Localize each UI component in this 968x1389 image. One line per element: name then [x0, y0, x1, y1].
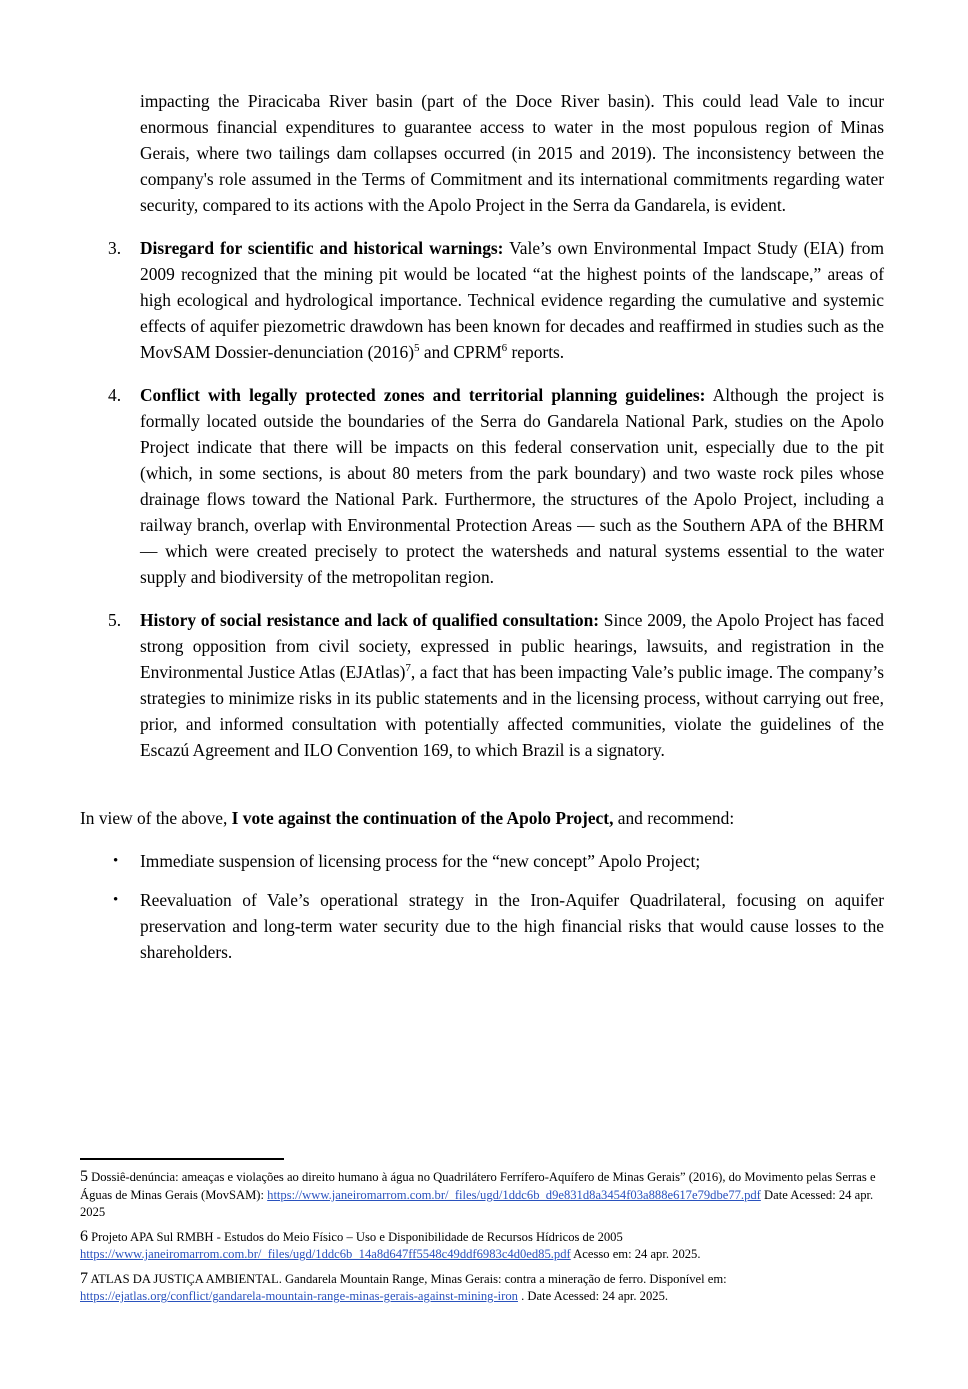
- list-number-3: 3.: [108, 238, 122, 258]
- footnote-separator: [80, 1158, 284, 1160]
- footnote-7-text: ATLAS DA JUSTIÇA AMBIENTAL. Gandarela Mountain Range, Minas Gerais: contra a mineração de ferro. Disponível em:: [88, 1271, 727, 1286]
- conclusion-vote-statement: I vote against the continuation of the Apolo Project,: [231, 808, 614, 828]
- conclusion-paragraph: [80, 805, 884, 831]
- list-item-3: [80, 235, 884, 365]
- footnote-ref-6: 6: [501, 342, 508, 355]
- bullet-item-2: [80, 887, 884, 965]
- footnote-5: [80, 1168, 890, 1222]
- item-4-heading: Conflict with legally protected zones and territorial planning guidelines:: [140, 385, 706, 405]
- footnote-5-date: Date Acessed: 24 apr. 2025: [80, 1187, 874, 1220]
- item-4-text: Although the project is formally located outside the boundaries of the Serra do Gandarela National Park, studies on the Apolo Project indicate that there will be impacts on this federal conservation unit, especially due to the pit (which, in some sections, is about 80 meters from the park boundary) and two waste rock piles whose drainage flows toward the National Park. Furthermore, the structures of the Apolo Project, including a railway branch, overlap with Environmental Protection Areas — such as the Southern APA of the BHRM — which were created precisely to protect the watersheds and natural systems essential to the water supply and biodiversity of the metropolitan region.: [140, 385, 885, 587]
- footnotes-section: [80, 1158, 890, 1312]
- footnote-5-link[interactable]: https://www.janeiromarrom.com.br/_files/ugd/1ddc6b_d9e831d8a3454f03a888e617e79dbe77.pdf: [267, 1187, 761, 1202]
- item-5-heading: History of social resistance and lack of qualified consultation:: [140, 610, 600, 630]
- item-5-text-1: Since 2009, the Apolo Project has faced strong opposition from civil society, expressed in public hearings, lawsuits, and registration in the Environmental Justice Atlas (EJAtlas): [140, 610, 884, 682]
- bullet-item-1: [80, 848, 884, 874]
- bullet-icon: •: [113, 892, 119, 909]
- footnote-7-marker: 7: [80, 1269, 88, 1287]
- intro-paragraph: [140, 88, 884, 218]
- footnote-6: [80, 1228, 890, 1264]
- footnote-ref-5: 5: [414, 342, 420, 355]
- item-3-text-1: Vale’s own Environmental Impact Study (EIA) from 2009 recognized that the mining pit would be located “at the highest points of the landscape,” areas of high ecological and hydrological importance. Technical evidence regarding the cumulative and systemic effects of aquifer piezometric drawdown has been known for decades and reaffirmed in studies such as the MovSAM Dossier-denunciation (2016): [140, 238, 884, 362]
- footnote-5-text: Dossiê-denúncia: ameaças e violações ao direito humano à água no Quadrilátero Ferrífero-Aquífero de Minas Gerais” (2016), do Movimento pelas Serras e Águas de Minas Gerais (MovSAM):: [80, 1170, 876, 1202]
- item-3-text-3: reports.: [507, 342, 565, 362]
- conclusion-suffix: and recommend:: [613, 808, 735, 828]
- item-5-text-2: , a fact that has been impacting Vale’s public image. The company’s strategies to minimize risks in its public statements and in the licensing process, without carrying out free, prior, and informed consultation with potentially affected communities, violate the guidelines of the Escazú Agreement and ILO Convention 169, to which Brazil is a signatory.: [140, 662, 884, 760]
- footnote-7-date: . Date Acessed: 24 apr. 2025.: [517, 1289, 669, 1304]
- footnote-6-date: Acesso em: 24 apr. 2025.: [570, 1247, 701, 1262]
- item-3-heading: Disregard for scientific and historical warnings:: [140, 238, 504, 258]
- intro-paragraph-text: impacting the Piracicaba River basin (part of the Doce River basin). This could lead Vale to incur enormous financial expenditures to guarantee access to water in the most populous region of Minas Gerais, where two tailings dam collapses occurred (in 2015 and 2019). The inconsistency between the company's role assumed in the Terms of Commitment and its international commitments regarding water security, compared to its actions with the Apolo Project in the Serra da Gandarela, is evident.: [140, 91, 884, 215]
- item-3-text-2: and CPRM: [419, 342, 502, 362]
- list-item-5: [80, 607, 884, 763]
- footnote-5-marker: 5: [80, 1168, 88, 1186]
- bullet-1-text: Immediate suspension of licensing process for the “new concept” Apolo Project;: [140, 851, 701, 872]
- footnote-6-link[interactable]: https://www.janeiromarrom.com.br/_files/ugd/1ddc6b_14a8d647ff5548c49ddf6983c4d0ed85.pdf: [80, 1247, 571, 1262]
- bullet-icon: •: [113, 853, 119, 870]
- list-number-4: 4.: [108, 385, 122, 405]
- footnote-6-text: Projeto APA Sul RMBH - Estudos do Meio Físico – Uso e Disponibilidade de Recursos Hídricos de 2005: [88, 1229, 623, 1244]
- list-number-5: 5.: [108, 610, 122, 630]
- footnote-7-link[interactable]: https://ejatlas.org/conflict/gandarela-mountain-range-minas-gerais-against-mining-iron: [80, 1289, 518, 1304]
- footnote-ref-7: 7: [405, 662, 411, 675]
- list-item-4: [80, 382, 884, 590]
- footnote-6-marker: 6: [80, 1227, 88, 1245]
- document-content: [80, 88, 884, 965]
- footnote-7: [80, 1270, 890, 1306]
- bullet-2-text: Reevaluation of Vale’s operational strategy in the Iron-Aquifer Quadrilateral, focusing on aquifer preservation and long-term water security due to the high financial risks that would cause losses to the shareholders.: [140, 890, 884, 963]
- conclusion-prefix: In view of the above,: [80, 808, 232, 828]
